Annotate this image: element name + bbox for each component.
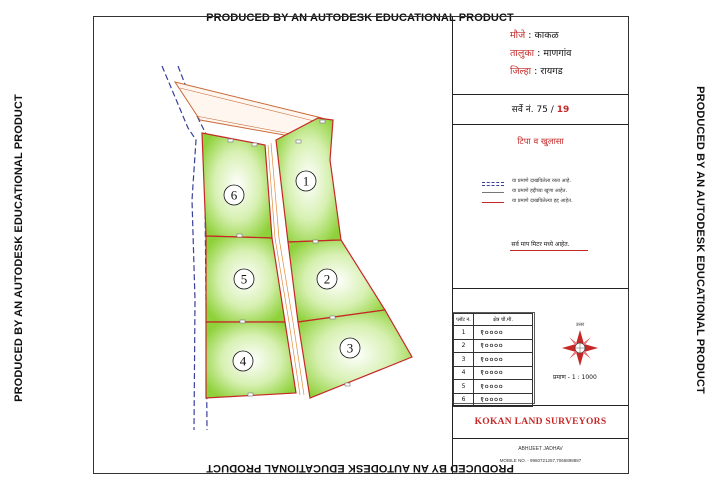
legend-text: या प्रमाणे दाखविलेला रस्ता आहे. xyxy=(512,178,571,184)
plot-number: 6 xyxy=(230,187,238,203)
watermark-right: PRODUCED BY AN AUTODESK EDUCATIONAL PRODUCT xyxy=(694,86,706,394)
area-cell: १०००० xyxy=(474,326,533,340)
district-row: जिल्हा : रायगड xyxy=(510,66,563,77)
plot-number: 1 xyxy=(302,173,310,189)
survey-number: सर्वे नं. 75 / 19 xyxy=(511,105,570,115)
header-plot: प्लॉट नं. xyxy=(454,314,474,326)
area-cell: १०००० xyxy=(474,353,533,367)
plot-label-5 xyxy=(234,269,254,289)
district-value: रायगड xyxy=(540,66,563,77)
area-cell: १०००० xyxy=(474,339,533,353)
area-cell: १०००० xyxy=(474,380,533,394)
plot-number: 2 xyxy=(323,271,331,287)
plot-label-6 xyxy=(224,185,244,205)
survey-label: सर्वे नं. xyxy=(511,105,534,115)
legend-text: या प्रमाणे दाखविलेल्या हद्द आहेत. xyxy=(512,198,573,204)
plot-cell: 5 xyxy=(454,380,474,394)
village-value: काकळ xyxy=(534,30,559,41)
plot-cell: 2 xyxy=(454,339,474,353)
taluka-row: तालुका : माणगांव xyxy=(510,48,572,59)
survey-sub: 19 xyxy=(556,105,570,115)
notes-title: टिपा व खुलासा xyxy=(517,137,564,147)
plot-label-4 xyxy=(233,351,253,371)
taluka-label: तालुका xyxy=(510,48,535,59)
plot-number: 3 xyxy=(346,340,354,356)
compass-icon xyxy=(562,330,598,366)
area-cell: १०००० xyxy=(474,366,533,380)
plot-cell: 4 xyxy=(454,366,474,380)
plot-cell: 3 xyxy=(454,353,474,367)
plot-cell: 1 xyxy=(454,326,474,340)
owner-name: ABHIJEET JADHAV xyxy=(518,446,563,452)
table-border xyxy=(453,313,535,404)
watermark-top: PRODUCED BY AN AUTODESK EDUCATIONAL PRODUCT xyxy=(206,12,514,24)
watermark-left: PRODUCED BY AN AUTODESK EDUCATIONAL PRODUCT xyxy=(13,94,25,402)
taluka-value: माणगांव xyxy=(543,48,572,59)
plot-label-1 xyxy=(296,171,316,191)
village-row: मौजे : काकळ xyxy=(510,30,559,41)
plot-label-3 xyxy=(340,338,360,358)
mobile-number: MOBILE NO. - 9960721257,7066898887 xyxy=(499,458,582,463)
header-area: क्षेत्र चौ.मी. xyxy=(474,314,533,326)
plot-label-2 xyxy=(317,269,337,289)
units-note: सर्व माप मिटर मध्ये आहेत. xyxy=(511,241,570,248)
plot-cell: 6 xyxy=(454,393,474,407)
village-label: मौजे xyxy=(510,30,526,41)
legend-text: या प्रमाणे हद्दीच्या खुणा आहेत. xyxy=(512,188,568,194)
survey-main: 75 xyxy=(536,105,548,115)
district-label: जिल्हा xyxy=(510,66,532,77)
plot-number: 5 xyxy=(240,271,248,287)
plot-number: 4 xyxy=(239,353,247,369)
company-name: KOKAN LAND SURVEYORS xyxy=(474,417,607,427)
road xyxy=(162,66,207,430)
watermark-bottom: PRODUCED BY AN AUTODESK EDUCATIONAL PRODUCT xyxy=(206,462,514,474)
area-cell: १०००० xyxy=(474,393,533,407)
north-label: उत्तर xyxy=(575,322,585,328)
scale-label: प्रमाण - 1 : 1000 xyxy=(553,374,597,381)
